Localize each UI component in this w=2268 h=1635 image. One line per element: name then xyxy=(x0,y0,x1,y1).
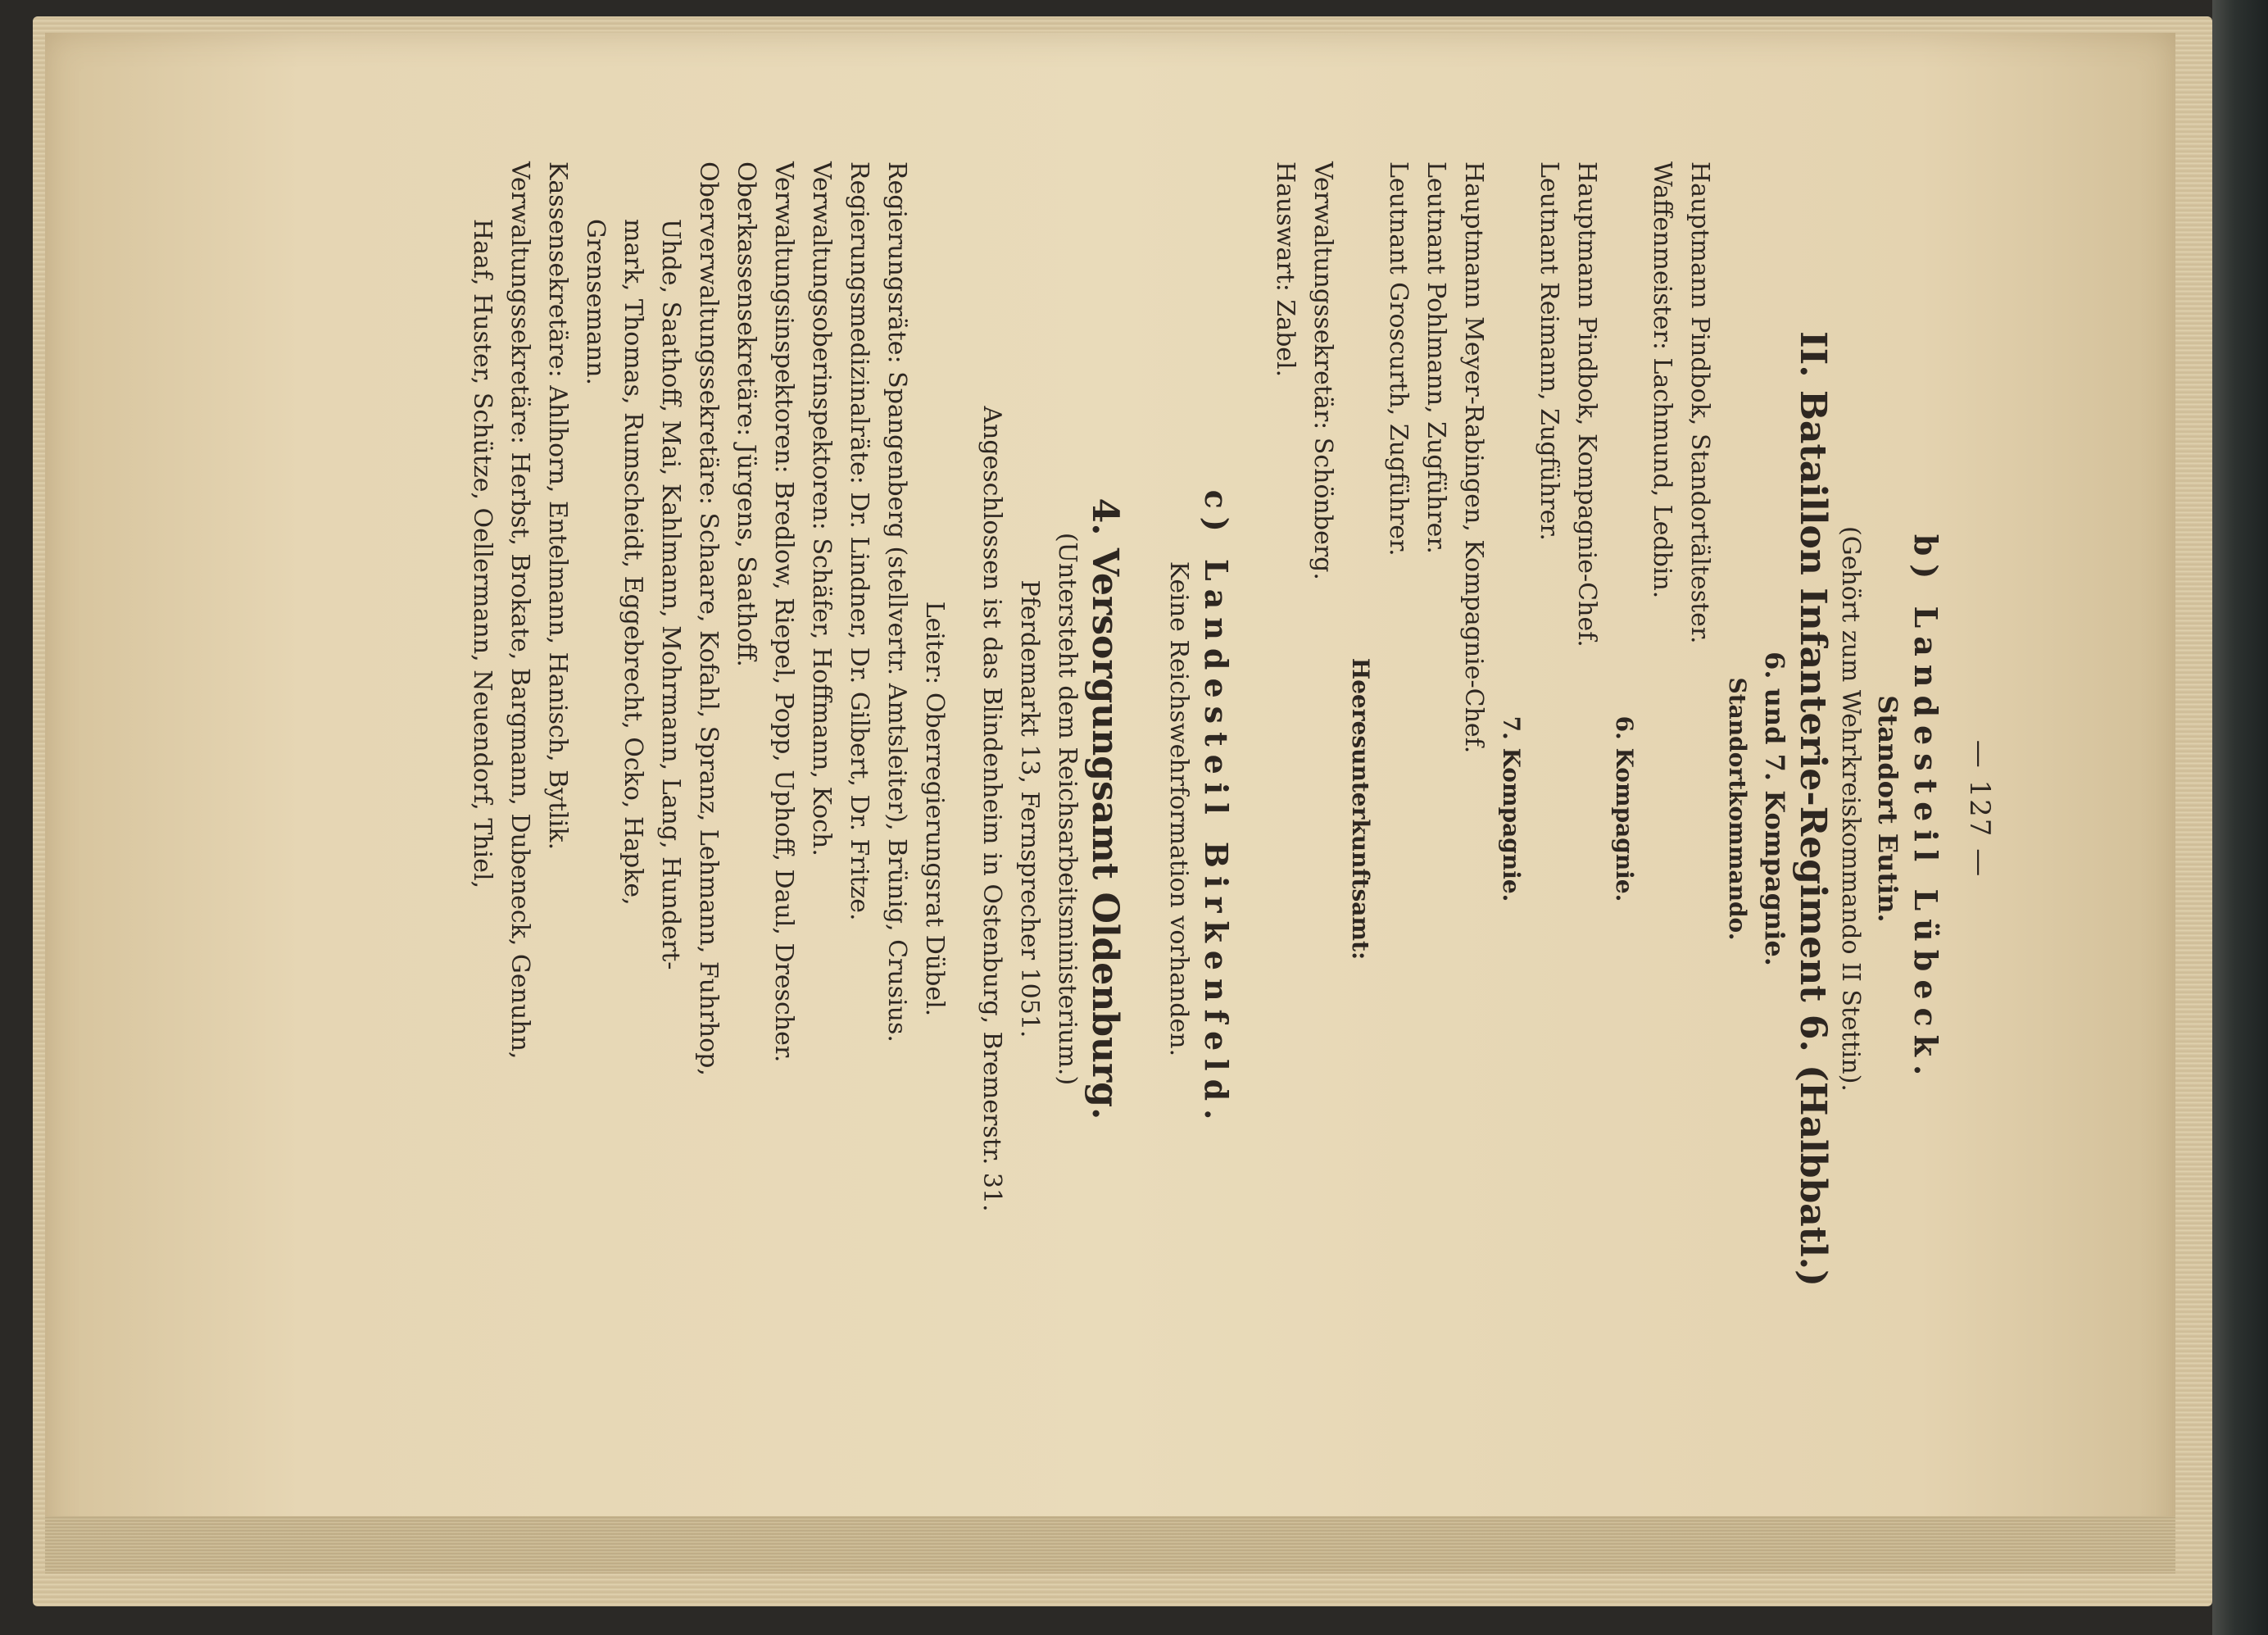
kompagnie-6-entry: Leutnant Reimann, Zugführer. xyxy=(1535,161,1563,541)
page-edges xyxy=(45,1516,2175,1574)
page-number: — 127 — xyxy=(1963,739,1996,879)
kompagnie-7-entry: Hauptmann Meyer-Rabingen, Kompagnie-Chef. xyxy=(1459,161,1488,754)
battalion-heading: II. Bataillon Infanterie-Regiment 6. (Halbbatl.) xyxy=(1792,331,1834,1287)
standortkommando-entry: Waffenmeister: Lachmund, Ledbin. xyxy=(1648,161,1676,599)
standort-heading: Standort Eutin. xyxy=(1872,695,1903,923)
kompagnie-7-entry: Leutnant Groscurth, Zugführer. xyxy=(1384,161,1413,556)
heeresunterkunftsamt-entry: Hauswart: Zabel. xyxy=(1271,161,1300,378)
section-c-text: Keine Reichswehrformation vorhanden. xyxy=(1164,561,1193,1057)
staff-entry: Verwaltungssekretäre: Herbst, Brokate, Bargmann, Dubeneck, Genuhn, xyxy=(506,161,534,1060)
staff-entry: Verwaltungsoberinspektoren: Schäfer, Hoffmann, Koch. xyxy=(807,161,836,856)
staff-entry: Oberverwaltungssekretäre: Schaare, Kofahl, Spranz, Lehmann, Fuhrhop, xyxy=(694,161,723,1076)
heeresunterkunftsamt-heading: Heeresunterkunftsamt: xyxy=(1347,657,1374,961)
staff-entry-continued: Haaf, Huster, Schütze, Oellermann, Neuendorf, Thiel, xyxy=(468,219,497,889)
section-b-title: b) Landesteil Lübeck. xyxy=(1907,534,1944,1084)
kompagnie-6-entry: Hauptmann Pindbok, Kompagnie-Chef. xyxy=(1572,161,1601,647)
page-text xyxy=(253,112,2015,1506)
section-4-leiter: Leiter: Oberregierungsrat Dübel. xyxy=(920,601,949,1017)
kompagnie-7-heading: 7. Kompagnie. xyxy=(1498,715,1525,902)
staff-entry: Verwaltungsinspektoren: Bredlow, Riepel, Popp, Uphoff, Daul, Drescher. xyxy=(769,161,798,1063)
staff-entry: Kassensekretäre: Ahlhorn, Entelmann, Hanisch, Bytlik. xyxy=(543,161,572,851)
section-4-subtitle: (Untersteht dem Reichsarbeitsministerium.) xyxy=(1053,532,1082,1086)
staff-entry-continued: Grensemann. xyxy=(581,219,610,386)
heeresunterkunftsamt-entry: Verwaltungssekretär: Schönberg. xyxy=(1309,161,1337,580)
staff-entry-continued: Uhde, Saathoff, Mai, Kahlmann, Mohrmann, Lang, Hundert- xyxy=(656,219,685,970)
section-4-title: 4. Versorgungsamt Oldenburg. xyxy=(1084,497,1126,1120)
section-c-title: c) Landesteil Birkenfeld. xyxy=(1198,489,1235,1129)
staff-entry: Regierungsräte: Spangenberg (stellvertr. Amtsleiter), Brünig, Crusius. xyxy=(882,161,911,1042)
staff-entry-continued: mark, Thomas, Rumscheidt, Eggebrecht, Ocko, Hapke, xyxy=(619,219,647,906)
kompagnie-6-heading: 6. Kompagnie. xyxy=(1611,715,1638,902)
book-spine xyxy=(2212,0,2268,1635)
staff-entry: Regierungsmedizinalräte: Dr. Lindner, Dr. Gilbert, Dr. Fritze. xyxy=(845,161,873,921)
kompagnie-7-entry: Leutnant Pohlmann, Zugführer. xyxy=(1422,161,1450,554)
section-4-note: Angeschlossen ist das Blindenheim in Ostenburg, Bremerstr. 31. xyxy=(978,406,1006,1212)
battalion-subheading: 6. und 7. Kompagnie. xyxy=(1759,652,1790,966)
section-4-address: Pferdemarkt 13, Fernsprecher 1051. xyxy=(1015,579,1044,1038)
staff-entry: Oberkassensekretäre: Jürgens, Saathoff. xyxy=(732,161,760,667)
standortkommando-entry: Hauptmann Pindbok, Standortältester. xyxy=(1685,161,1714,644)
standort-note: (Gehört zum Wehrkreiskommando II Stettin). xyxy=(1836,526,1865,1092)
standortkommando-heading: Standortkommando. xyxy=(1724,677,1751,941)
